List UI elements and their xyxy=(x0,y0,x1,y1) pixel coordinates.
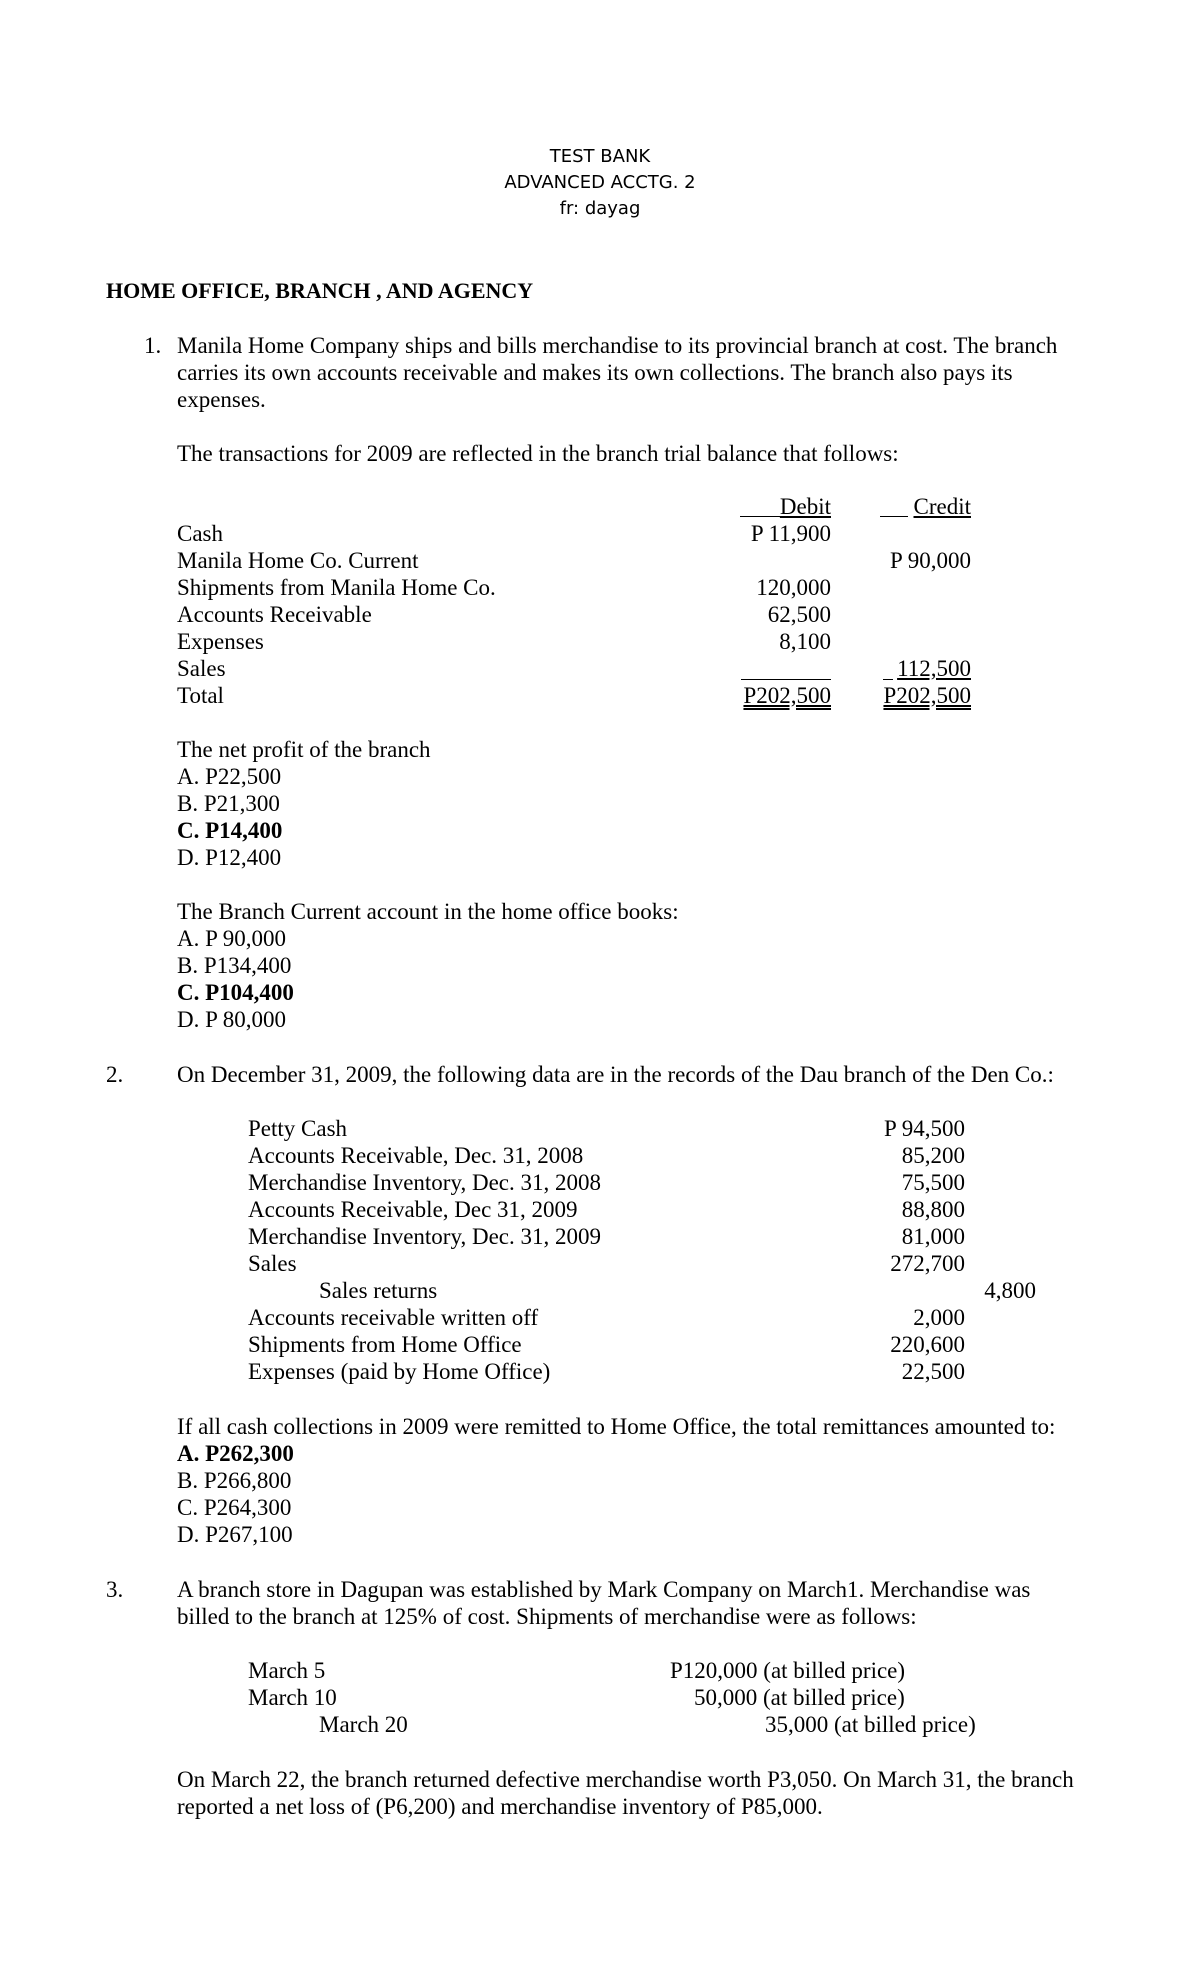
q3-shipment-date: March 10 xyxy=(248,1685,337,1710)
q2-item-label: Shipments from Home Office xyxy=(248,1332,522,1357)
tb-row-credit: P 90,000 xyxy=(890,548,971,573)
q2-question: If all cash collections in 2009 were remitted to Home Office, the total remittances amounted to: xyxy=(177,1414,1056,1439)
q2-item-value: 75,500 xyxy=(901,1170,965,1195)
doc-header-line3: fr: dayag xyxy=(559,198,641,219)
q3-shipment-date: March 5 xyxy=(248,1658,326,1683)
q1-col-debit-rule xyxy=(740,516,784,517)
q3-text-line1: A branch store in Dagupan was established by Mark Company on March1. Merchandise was xyxy=(177,1577,1031,1602)
q2-item-value: 88,800 xyxy=(901,1197,965,1222)
q2-item-value: 22,500 xyxy=(901,1359,965,1384)
tb-row-label: Expenses xyxy=(177,629,264,654)
tb-total-credit: P202,500 xyxy=(883,683,971,708)
q1a-option-b: B. P21,300 xyxy=(177,791,280,816)
q1a-option-a: A. P22,500 xyxy=(177,764,282,789)
q2-text: On December 31, 2009, the following data are in the records of the Dau branch of the Den Co.: xyxy=(177,1062,1054,1087)
q1b-question: The Branch Current account in the home office books: xyxy=(177,899,679,924)
tb-row-label: Accounts Receivable xyxy=(177,602,372,627)
q1-intro: The transactions for 2009 are reflected in the branch trial balance that follows: xyxy=(177,441,899,466)
q3-shipment-amount: P120,000 (at billed price) xyxy=(670,1658,906,1683)
q2-option-a-answer: A. P262,300 xyxy=(177,1441,294,1466)
q2-item-value: 85,200 xyxy=(901,1143,965,1168)
q1-number: 1. xyxy=(144,333,162,358)
q2-item-label: Accounts receivable written off xyxy=(248,1305,539,1330)
q1-col-credit-rule xyxy=(880,516,908,517)
doc-header-line2: ADVANCED ACCTG. 2 xyxy=(504,172,696,193)
q1-col-credit: Credit xyxy=(913,494,971,519)
q3-shipment-date: March 20 xyxy=(319,1712,408,1737)
q1-text-line1: Manila Home Company ships and bills merchandise to its provincial branch at cost. The branch xyxy=(177,333,1058,358)
q1-col-debit: Debit xyxy=(779,494,831,519)
q3-shipment-amount: 50,000 (at billed price) xyxy=(694,1685,905,1710)
q2-item-value: 272,700 xyxy=(890,1251,965,1276)
q2-item-value: P 94,500 xyxy=(884,1116,965,1141)
q2-option-b: B. P266,800 xyxy=(177,1468,292,1493)
q2-item-label: Sales xyxy=(248,1251,297,1276)
tb-debit-rule xyxy=(741,679,831,680)
q3-number: 3. xyxy=(106,1577,124,1602)
q1a-option-d: D. P12,400 xyxy=(177,845,282,870)
tb-credit-rule xyxy=(883,679,893,680)
q1b-option-b: B. P134,400 xyxy=(177,953,292,978)
tb-row-credit: 112,500 xyxy=(897,656,971,681)
tb-row-label: Sales xyxy=(177,656,226,681)
q3-paragraph-line2: reported a net loss of (P6,200) and merchandise inventory of P85,000. xyxy=(177,1794,823,1819)
q2-item-value: 220,600 xyxy=(890,1332,965,1357)
q2-item-label: Merchandise Inventory, Dec. 31, 2008 xyxy=(248,1170,601,1195)
tb-row-label: Shipments from Manila Home Co. xyxy=(177,575,496,600)
q2-item-label: Petty Cash xyxy=(248,1116,348,1141)
tb-row-debit: 62,500 xyxy=(767,602,831,627)
tb-total-label: Total xyxy=(177,683,224,708)
doc-header-line1: TEST BANK xyxy=(549,146,651,167)
q2-number: 2. xyxy=(106,1062,124,1087)
q2-item-label: Accounts Receivable, Dec 31, 2009 xyxy=(248,1197,578,1222)
q2-item-label: Accounts Receivable, Dec. 31, 2008 xyxy=(248,1143,584,1168)
tb-total-debit: P202,500 xyxy=(743,683,831,708)
q3-paragraph-line1: On March 22, the branch returned defective merchandise worth P3,050. On March 31, the branch xyxy=(177,1767,1074,1792)
tb-row-debit: P 11,900 xyxy=(750,521,831,546)
tb-row-label: Manila Home Co. Current xyxy=(177,548,419,573)
q1b-option-c-answer: C. P104,400 xyxy=(177,980,294,1005)
q2-item-value: 2,000 xyxy=(913,1305,965,1330)
tb-row-debit: 8,100 xyxy=(779,629,831,654)
q2-item-label: Merchandise Inventory, Dec. 31, 2009 xyxy=(248,1224,601,1249)
q2-item-value: 4,800 xyxy=(984,1278,1036,1303)
q1-text-line2: carries its own accounts receivable and makes its own collections. The branch also pays its xyxy=(177,360,1013,385)
q2-item-value: 81,000 xyxy=(901,1224,965,1249)
q2-item-label: Sales returns xyxy=(319,1278,438,1303)
q2-option-c: C. P264,300 xyxy=(177,1495,292,1520)
q2-item-label: Expenses (paid by Home Office) xyxy=(248,1359,551,1384)
q1b-option-d: D. P 80,000 xyxy=(177,1007,287,1032)
q2-option-d: D. P267,100 xyxy=(177,1522,293,1547)
q1a-question: The net profit of the branch xyxy=(177,737,431,762)
q3-shipment-amount: 35,000 (at billed price) xyxy=(765,1712,976,1737)
q1a-option-c-answer: C. P14,400 xyxy=(177,818,283,843)
section-title: HOME OFFICE, BRANCH , AND AGENCY xyxy=(106,278,534,303)
q1b-option-a: A. P 90,000 xyxy=(177,926,287,951)
tb-row-debit: 120,000 xyxy=(756,575,831,600)
q3-text-line2: billed to the branch at 125% of cost. Shipments of merchandise were as follows: xyxy=(177,1604,917,1629)
tb-row-label: Cash xyxy=(177,521,223,546)
q1-text-line3: expenses. xyxy=(177,387,266,412)
